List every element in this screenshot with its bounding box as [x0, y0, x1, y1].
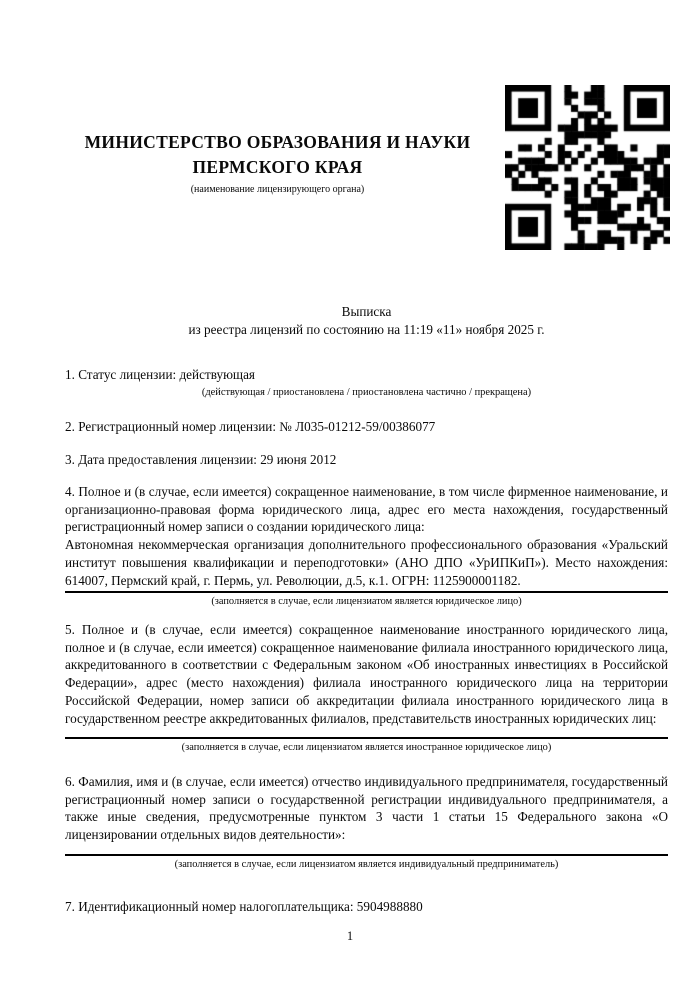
qr-code-icon — [505, 85, 670, 250]
item-2-reg-number — [65, 418, 668, 436]
item-4-value: Автономная некоммерческая организация дополнительного профессионального образования «Уральский институт повышения квалификации и переподготовки» (АНО ДПО «УрИПКиП»). Место нахождения: 614007, Пермский край, г. Пермь, ул. Революции, д.5, к.1. ОГРН: 1125900001182. — [65, 537, 668, 588]
title-line2: из реестра лицензий по состоянию на 11:19 «11» ноября 2025 г. — [188, 322, 545, 337]
item-2-text: 2. Регистрационный номер лицензии: № Л035-01212-59/00386077 — [65, 419, 436, 434]
item-3-text: 3. Дата предоставления лицензии: 29 июня 2012 — [65, 452, 337, 467]
qr-code-canvas — [505, 85, 670, 250]
ministry-name-line1: МИНИСТЕРСТВО ОБРАЗОВАНИЯ И НАУКИ — [84, 132, 471, 152]
item-1-status — [65, 366, 668, 400]
item-7-text: 7. Идентификационный номер налогоплательщика: 5904988880 — [65, 899, 423, 914]
ministry-name-line2: ПЕРМСКОГО КРАЯ — [192, 157, 363, 177]
item-3-grant-date — [65, 451, 668, 469]
item-4-legal-entity — [65, 483, 668, 609]
item-5-rule — [65, 737, 668, 739]
item-4-caption: (заполняется в случае, если лицензиатом является юридическое лицо) — [211, 596, 522, 608]
item-4-rule — [65, 591, 668, 593]
document-title — [65, 303, 668, 339]
item-1-text: 1. Статус лицензии: действующая — [65, 367, 256, 382]
item-6-text: 6. Фамилия, имя и (в случае, если имеется) отчество индивидуального предпринимателя, государственный регистрационный номер записи о государственной регистрации индивидуального предпринимателя, а также иные сведения, предусмотренные пунктом 3 части 1 статьи 15 Федерального закона «О лицензировании отдельных видов деятельности»: — [65, 774, 668, 843]
item-5-caption: (заполняется в случае, если лицензиатом является иностранное юридическое лицо) — [181, 742, 552, 754]
item-1-caption: (действующая / приостановлена / приостановлена частично / прекращена) — [201, 386, 532, 398]
item-4-text: 4. Полное и (в случае, если имеется) сокращенное наименование, в том числе фирменное наименование, и организационно-правовая форма юридического лица, адрес его места нахождения, государственный регистрационный номер записи о создании юридического лица: — [65, 484, 668, 535]
licensing-authority-block — [55, 130, 500, 196]
item-6-caption: (заполняется в случае, если лицензиатом является индивидуальный предприниматель) — [174, 858, 559, 870]
ministry-caption: (наименование лицензирующего органа) — [190, 184, 365, 195]
item-6-rule — [65, 854, 668, 856]
item-6-individual-entrepreneur — [65, 773, 668, 872]
item-5-text: 5. Полное и (в случае, если имеется) сокращенное наименование иностранного юридического лица, полное и (в случае, если имеется) сокращенное наименование филиала иностранного юридического лица, аккредитованного в соответствии с Федеральным законом «Об иностранных инвестициях в Российской Федерации», адрес (место нахождения) филиала иностранного юридического лица на территории Российской Федерации, номер записи об аккредитации филиала иностранного юридического лица в государственном реестре аккредитованных филиалов, представительств иностранных юридических лиц: — [65, 622, 668, 726]
title-line1: Выписка — [341, 304, 392, 319]
page-number: 1 — [346, 929, 354, 943]
item-7-inn — [65, 898, 668, 916]
item-5-foreign-entity — [65, 621, 668, 755]
